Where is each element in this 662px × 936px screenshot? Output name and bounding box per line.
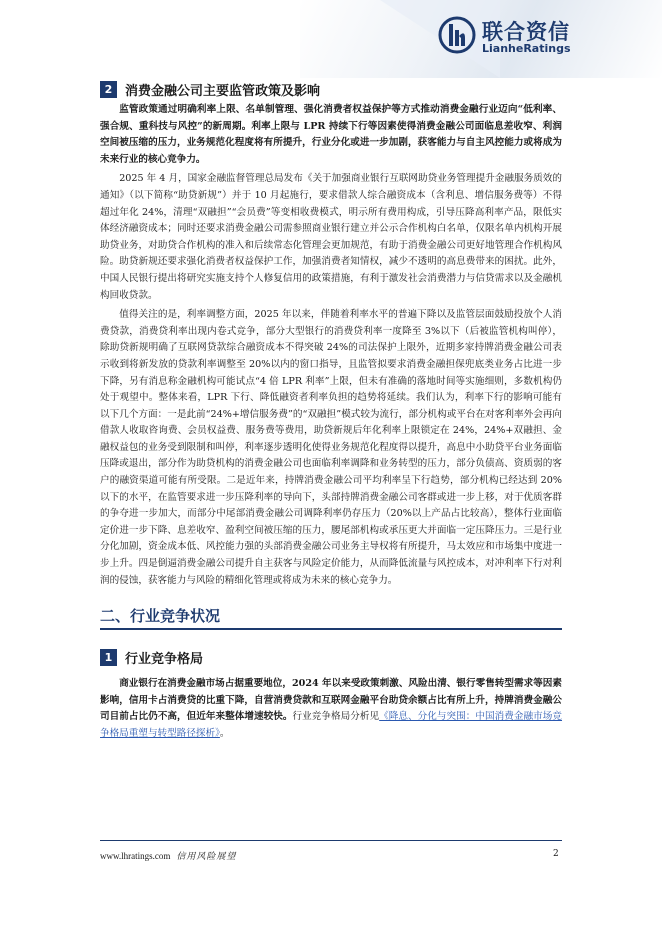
section-heading-regulation [100,80,562,98]
footer-website[interactable]: www.lhratings.com [100,851,171,861]
section-heading-competition [100,648,562,666]
section-title: 消费金融公司主要监管政策及影响 [125,83,321,99]
brand-logo[interactable] [438,14,588,60]
summary-bold-text: 商业银行在消费金融市场占据重要地位，2024 年以来受政策刺激、风险出清、银行零售转型需求等因素影响，信用卡占消费贷的比重下降，自营消费贷款和互联网金融平台助贷余额占比有所上升，持牌消费金融公司目前占比仍不高，但近年来整体增速较快。 [100,678,562,723]
body-paragraph: 值得关注的是，利率调整方面，2025 年以来，伴随着利率水平的普遍下降以及监管层面鼓励投放个人消费贷款，消费贷利率出现内卷式竞争，部分大型银行的消费贷利率一度降至 3%以下（后被监管机构叫停），除助贷新规明确了互联网贷款综合融资成本不得突破 24%的司法保护上限外，近期多家持牌消费金融公司表示收到将新发放的贷款利率调整至 20%以内的窗口指导，且监管拟要求消费金融担保兜底类业务占比进一步下降，另有消息称金融机构可能试点“4 倍 LPR 利率”上限，但未有准确的落地时间等实施细则，多数机构仍处于观望中。整体来看，LPR 下行、降低融资者利率负担的趋势将延续。我们认为，利率下行的影响可能有以下几个方面：一是此前“24%+增信服务费”的“双融担”模式较为流行，部分机构或平台在对客利率外会再向借款人收取咨询费、会员权益费、服务费等费用，助贷新规后年化利率上限锁定在 24%，24%+双融担、金融权益包的业务受到限制和叫停，利率逐步透明化使得业务规范化程度得以提升，高息中小助贷平台业务面临压降或退出，部分作为助贷机构的消费金融公司也面临利率调降和业务转型的压力，部分负债高、资质弱的客户的融资渠道可能有所受限。二是近年来，持牌消费金融公司平均利率呈下行趋势，部分机构已经达到 20%以下的水平，在监管要求进一步压降利率的导向下，头部持牌消费金融公司客群或进一步上移，对于优质客群的争夺进一步加大，而部分中尾部消费金融公司调降利率仍存压力（20%以上产品占比较高），整体行业面临定价进一步下降、息差收窄、盈利空间被压缩的压力，腰尾部机构或承压更大并面临一定压降压力。三是行业分化加剧，资金成本低、风控能力强的头部消费金融公司业务主导权将有所提升，马太效应和市场集中度进一步上升。四是倒逼消费金融公司提升自主获客与风险定价能力，从而降低流量与风控成本，对冲利率下行对利润的侵蚀，获客能力与风险的精细化管理或将成为未来的核心竞争力。 [100,309,562,586]
summary-end: 。 [219,728,230,739]
lianhe-logo-icon [438,16,476,54]
footer-tagline: 信用风险展望 [176,852,237,862]
brand-name-en: LianheRatings [482,42,571,55]
body-paragraph: 2025 年 4 月，国家金融监督管理总局发布《关于加强商业银行互联网助贷业务管理提升金融服务质效的通知》（以下简称“助贷新规”）并于 10 月起施行，要求借款人综合融资成本（含利息、增信服务费等）不得超过年化 24%，清理“双融担”“会员费”等变相收费模式，明示所有费用构成，引导压降高利率产品，限低实体经济融资成本；同时还要求消费金融公司需参照商业银行建立并公示合作机构白名单，仅限名单内机构开展助贷业务，对助贷合作机构的准入和后续常态化管理会更加规范，有助于消费金融公司更好地管理合作机构风险。助贷新规还要求强化消费者权益保护工作，加强消费者知情权，减少不透明的高息费带来的困扰。此外，中国人民银行提出将研究实施支持个人修复信用的政策措施，有利于激发社会消费潜力与信贷需求以及金融机构回收贷款。 [100,173,562,301]
footer-divider [100,840,562,841]
brand-name-cn: 联合资信 [482,20,570,44]
section-summary: 监管政策通过明确利率上限、名单制管理、强化消费者权益保护等方式推动消费金融行业迈向“低利率、强合规、重科技与风控”的新周期。利率上限与 LPR 持续下行等因素使得消费金融公司面临息差收窄、利润空间被压缩的压力，业务规范化程度将有所提升，行业分化或进一步加剧，获客能力与自主风控能力或将成为未来行业的核心竞争力。 [100,104,562,165]
section-number-badge: 1 [100,649,117,666]
chapter-title: 二、行业竞争状况 [100,606,221,625]
summary-text: 行业竞争格局分析见 [292,711,380,723]
footer-info [100,849,236,862]
chapter-heading [100,602,562,630]
section-summary [100,676,562,742]
report-link[interactable]: 《降息、分化与突围：中国消费金融市场竞争格局重塑与转型路径探析》 [100,711,563,739]
page-number: 2 [553,849,559,859]
section-title: 行业竞争格局 [125,651,204,667]
section-number-badge: 2 [100,81,117,98]
page-content [100,80,562,743]
